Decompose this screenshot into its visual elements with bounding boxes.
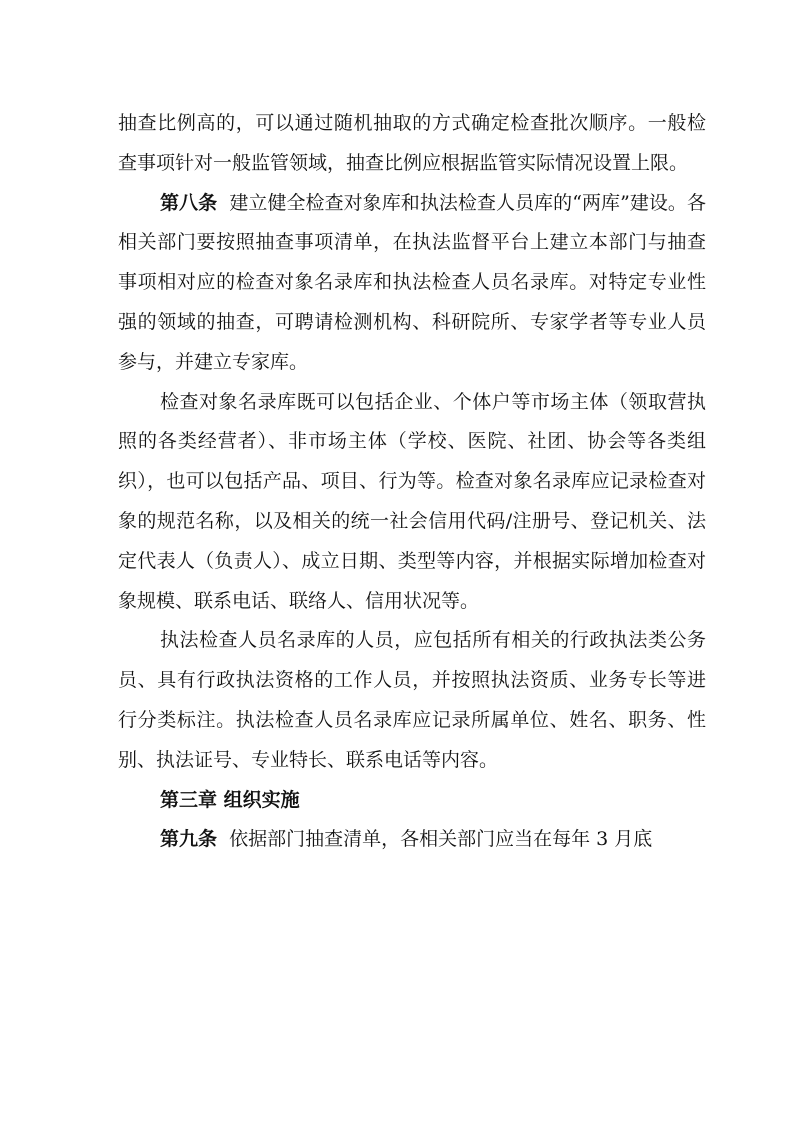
article-9-text: 依据部门抽查清单，各相关部门应当在每年 3 月底 <box>229 828 653 851</box>
article-8-paragraph <box>118 184 706 383</box>
article-8-text: 建立健全检查对象库和执法检查人员库的“两库”建设。各相关部门要按照抽查事项清单，在执法监督平台上建立本部门与抽查事项相对应的检查对象名录库和执法检查人员名录库。对特定专业性强的领域的抽查，可聘请检测机构、科研院所、专家学者等专业人员参与，并建立专家库。 <box>118 191 706 373</box>
document-body <box>118 104 706 860</box>
inspection-object-paragraph: 检查对象名录库既可以包括企业、个体户等市场主体（领取营执照的各类经营者）、非市场主体（学校、医院、社团、协会等各类组织），也可以包括产品、项目、行为等。检查对象名录库应记录检查对象的规范名称，以及相关的统一社会信用代码/注册号、登记机关、法定代表人（负责人）、成立日期、类型等内容，并根据实际增加检查对象规模、联系电话、联络人、信用状况等。 <box>118 390 706 612</box>
paragraph-continuation: 抽查比例高的，可以通过随机抽取的方式确定检查批次顺序。一般检查事项针对一般监管领域，抽查比例应根据监管实际情况设置上限。 <box>118 112 706 174</box>
article-8-label: 第八条 <box>160 191 218 214</box>
article-9-label: 第九条 <box>160 828 218 851</box>
inspector-roster-paragraph: 执法检查人员名录库的人员，应包括所有相关的行政执法类公务员、具有行政执法资格的工作人员，并按照执法资质、业务专长等进行分类标注。执法检查人员名录库应记录所属单位、姓名、职务、性别、执法证号、专业特长、联系电话等内容。 <box>118 629 706 771</box>
chapter-3-heading: 第三章 组织实施 <box>160 788 300 811</box>
article-9-paragraph <box>118 820 706 860</box>
